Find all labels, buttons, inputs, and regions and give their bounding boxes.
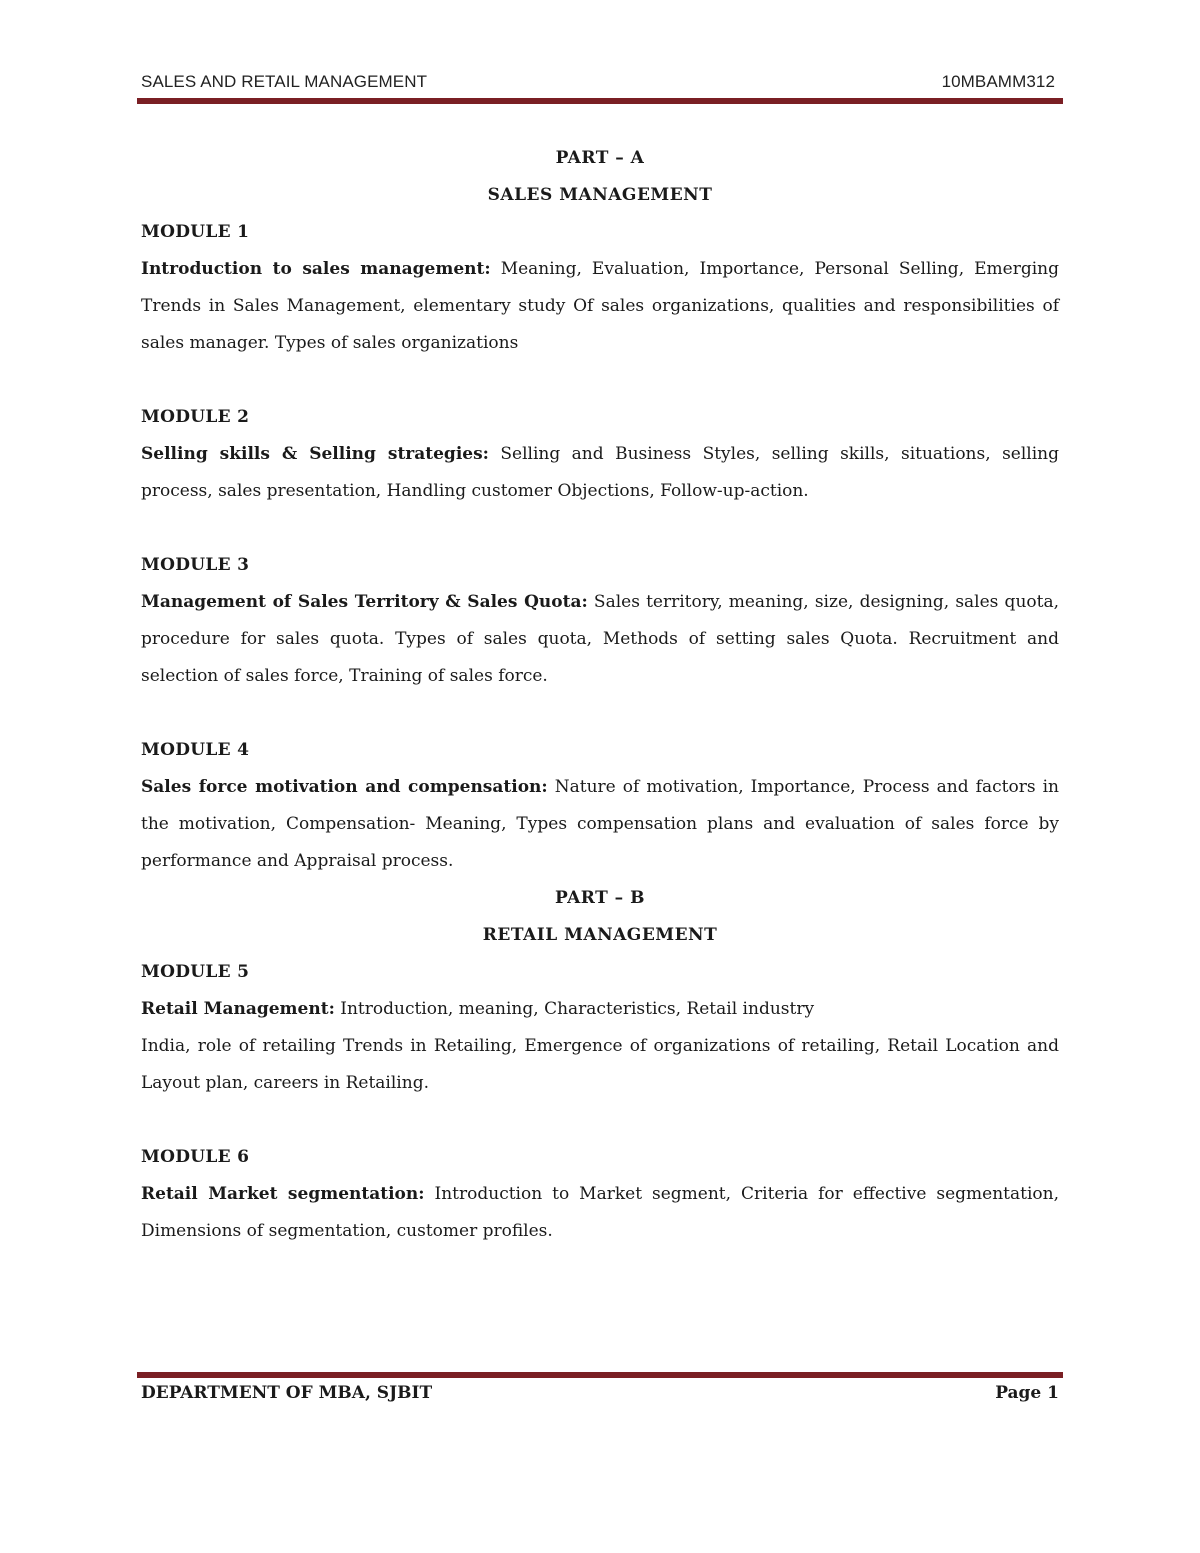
module-6-text: Introduction to Market segment, Criteria for effective segmentation, Dimensions of segmentation, customer profiles.: [141, 1184, 1059, 1241]
module-5-text: Introduction, meaning, Characteristics, Retail industry: [334, 999, 815, 1019]
module-5-description-continued: India, role of retailing Trends in Retailing, Emergence of organizations of retailing, Retail Location and Layout plan, careers in Retailing.: [141, 1036, 1059, 1093]
page-header: [141, 72, 1061, 94]
module-5-topic: Retail Management:: [141, 999, 335, 1019]
module-1-text: Meaning, Evaluation, Importance, Personal Selling, Emerging Trends in Sales Management, elementary study Of sales organizations, qualities and responsibilities of sales manager. Types of sales organizations: [141, 259, 1059, 353]
module-3-description: [141, 584, 1059, 695]
module-3-heading: MODULE 3: [141, 555, 250, 575]
module-4-topic: Sales force motivation and compensation:: [141, 777, 548, 797]
footer-department: DEPARTMENT OF MBA, SJBIT: [141, 1383, 433, 1403]
module-4-description: [141, 769, 1059, 880]
module-3-text: Sales territory, meaning, size, designing, sales quota, procedure for sales quota. Types of sales quota, Methods of setting sales Quota. Recruitment and selection of sales force, Training of sales force.: [141, 592, 1059, 686]
module-2-topic: Selling skills & Selling strategies:: [141, 444, 489, 464]
module-4-heading: MODULE 4: [141, 740, 250, 760]
part-b-label: PART – B: [555, 888, 645, 908]
module-6-description: [141, 1176, 1059, 1250]
module-2-description: [141, 436, 1059, 510]
footer-page-number: Page 1: [995, 1383, 1059, 1403]
header-rule: [137, 98, 1063, 104]
module-5-heading: MODULE 5: [141, 962, 250, 982]
header-course-code: 10MBAMM312: [941, 72, 1055, 91]
module-6-topic: Retail Market segmentation:: [141, 1184, 425, 1204]
module-6-heading: MODULE 6: [141, 1147, 250, 1167]
module-1-topic: Introduction to sales management:: [141, 259, 491, 279]
module-3-topic: Management of Sales Territory & Sales Quota:: [141, 592, 588, 612]
module-5-description: [141, 991, 1059, 1028]
module-2-heading: MODULE 2: [141, 407, 250, 427]
part-a-label: PART – A: [555, 148, 645, 168]
document-body: [141, 140, 1059, 1250]
module-4-text: Nature of motivation, Importance, Process and factors in the motivation, Compensation- Meaning, Types compensation plans and evaluation of sales force by performance and Appraisal process.: [141, 777, 1059, 871]
module-2-text: Selling and Business Styles, selling skills, situations, selling process, sales presentation, Handling customer Objections, Follow-up-action.: [141, 444, 1059, 501]
module-1-heading: MODULE 1: [141, 222, 250, 242]
module-1-description: [141, 251, 1059, 362]
header-title: SALES AND RETAIL MANAGEMENT: [141, 72, 428, 91]
part-a-title: SALES MANAGEMENT: [487, 185, 713, 205]
part-b-title: RETAIL MANAGEMENT: [482, 925, 718, 945]
footer-rule: [137, 1372, 1063, 1378]
